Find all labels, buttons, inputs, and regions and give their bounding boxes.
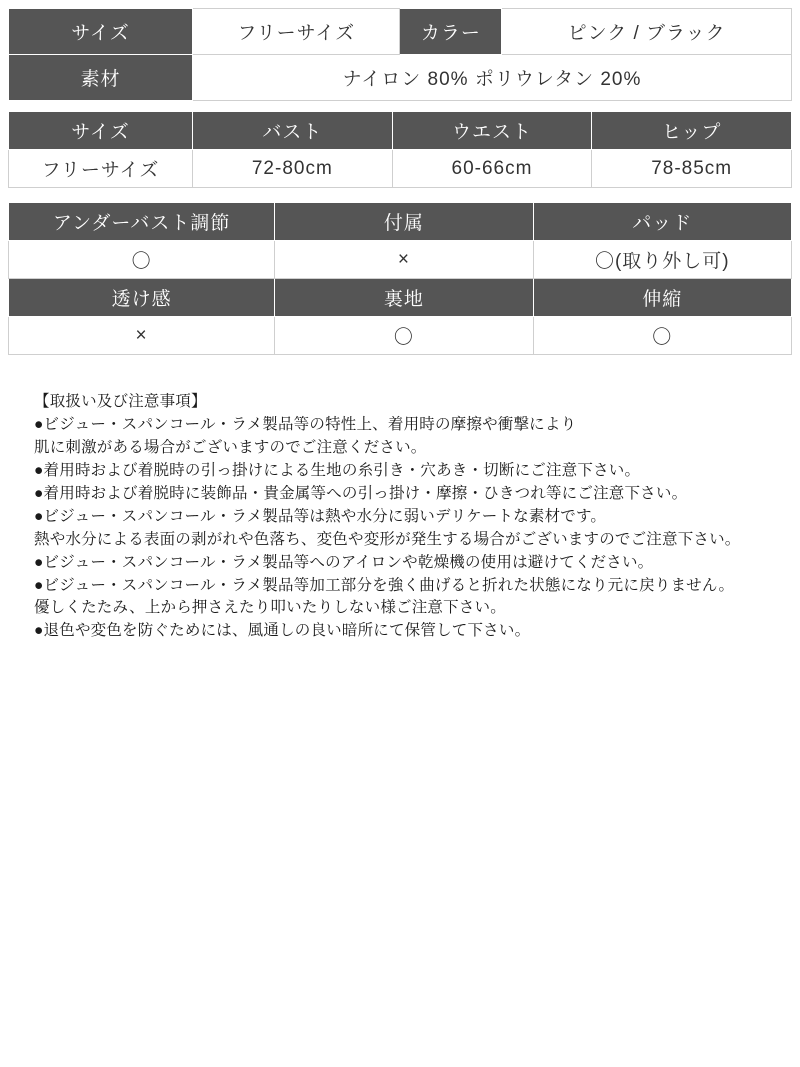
table-row bbox=[9, 9, 792, 55]
notes-line: ●ビジュー・スパンコール・ラメ製品等の特性上、着用時の摩擦や衝撃により bbox=[34, 415, 577, 433]
feature-header-sheerness: 透け感 bbox=[9, 279, 275, 317]
spec-color-value: ピンク / ブラック bbox=[502, 9, 792, 55]
spec-material-value: ナイロン 80% ポリウレタン 20% bbox=[193, 55, 792, 101]
table-row bbox=[9, 150, 792, 188]
size-header-hip: ヒップ bbox=[592, 112, 792, 150]
table-header-row bbox=[9, 279, 792, 317]
size-value-waist: 60-66cm bbox=[392, 150, 592, 188]
feature-value-pad: 〇(取り外し可) bbox=[533, 241, 791, 279]
size-value-hip: 78-85cm bbox=[592, 150, 792, 188]
feature-table bbox=[8, 202, 792, 355]
table-header-row bbox=[9, 112, 792, 150]
spec-size-value: フリーサイズ bbox=[193, 9, 400, 55]
handling-notes bbox=[8, 391, 792, 643]
size-header-size: サイズ bbox=[9, 112, 193, 150]
feature-header-pad: パッド bbox=[533, 203, 791, 241]
notes-line: 肌に刺激がある場合がございますのでご注意ください。 bbox=[34, 438, 427, 456]
table-row bbox=[9, 241, 792, 279]
size-header-waist: ウエスト bbox=[392, 112, 592, 150]
feature-value-sheerness: × bbox=[9, 317, 275, 355]
feature-value-lining: 〇 bbox=[275, 317, 533, 355]
size-value-bust: 72-80cm bbox=[193, 150, 393, 188]
table-header-row bbox=[9, 203, 792, 241]
notes-line: ●ビジュー・スパンコール・ラメ製品等は熱や水分に弱いデリケートな素材です。 bbox=[34, 507, 607, 525]
notes-line: ●着用時および着脱時の引っ掛けによる生地の糸引き・穴あき・切断にご注意下さい。 bbox=[34, 461, 641, 479]
notes-line: ●ビジュー・スパンコール・ラメ製品等加工部分を強く曲げると折れた状態になり元に戻りません。 bbox=[34, 576, 735, 594]
size-chart-table bbox=[8, 111, 792, 188]
feature-value-underbust: 〇 bbox=[9, 241, 275, 279]
spec-color-header: カラー bbox=[400, 9, 502, 55]
feature-header-stretch: 伸縮 bbox=[533, 279, 791, 317]
size-value-size: フリーサイズ bbox=[9, 150, 193, 188]
notes-line: 熱や水分による表面の剥がれや色落ち、変色や変形が発生する場合がございますのでご注意下さい。 bbox=[34, 530, 741, 548]
feature-header-lining: 裏地 bbox=[275, 279, 533, 317]
spec-table bbox=[8, 8, 792, 101]
notes-title: 【取扱い及び注意事項】 bbox=[34, 393, 207, 410]
feature-value-accessory: × bbox=[275, 241, 533, 279]
notes-line: ●ビジュー・スパンコール・ラメ製品等へのアイロンや乾燥機の使用は避けてください。 bbox=[34, 553, 654, 571]
spec-size-header: サイズ bbox=[9, 9, 193, 55]
spec-material-header: 素材 bbox=[9, 55, 193, 101]
notes-line: ●退色や変色を防ぐためには、風通しの良い暗所にて保管して下さい。 bbox=[34, 622, 531, 640]
feature-header-underbust: アンダーバスト調節 bbox=[9, 203, 275, 241]
feature-value-stretch: 〇 bbox=[533, 317, 791, 355]
table-row bbox=[9, 55, 792, 101]
feature-header-accessory: 付属 bbox=[275, 203, 533, 241]
table-row bbox=[9, 317, 792, 355]
notes-line: ●着用時および着脱時に装飾品・貴金属等への引っ掛け・摩擦・ひきつれ等にご注意下さい。 bbox=[34, 484, 688, 502]
size-header-bust: バスト bbox=[193, 112, 393, 150]
notes-line: 優しくたたみ、上から押さえたり叩いたりしない様ご注意下さい。 bbox=[34, 599, 506, 617]
